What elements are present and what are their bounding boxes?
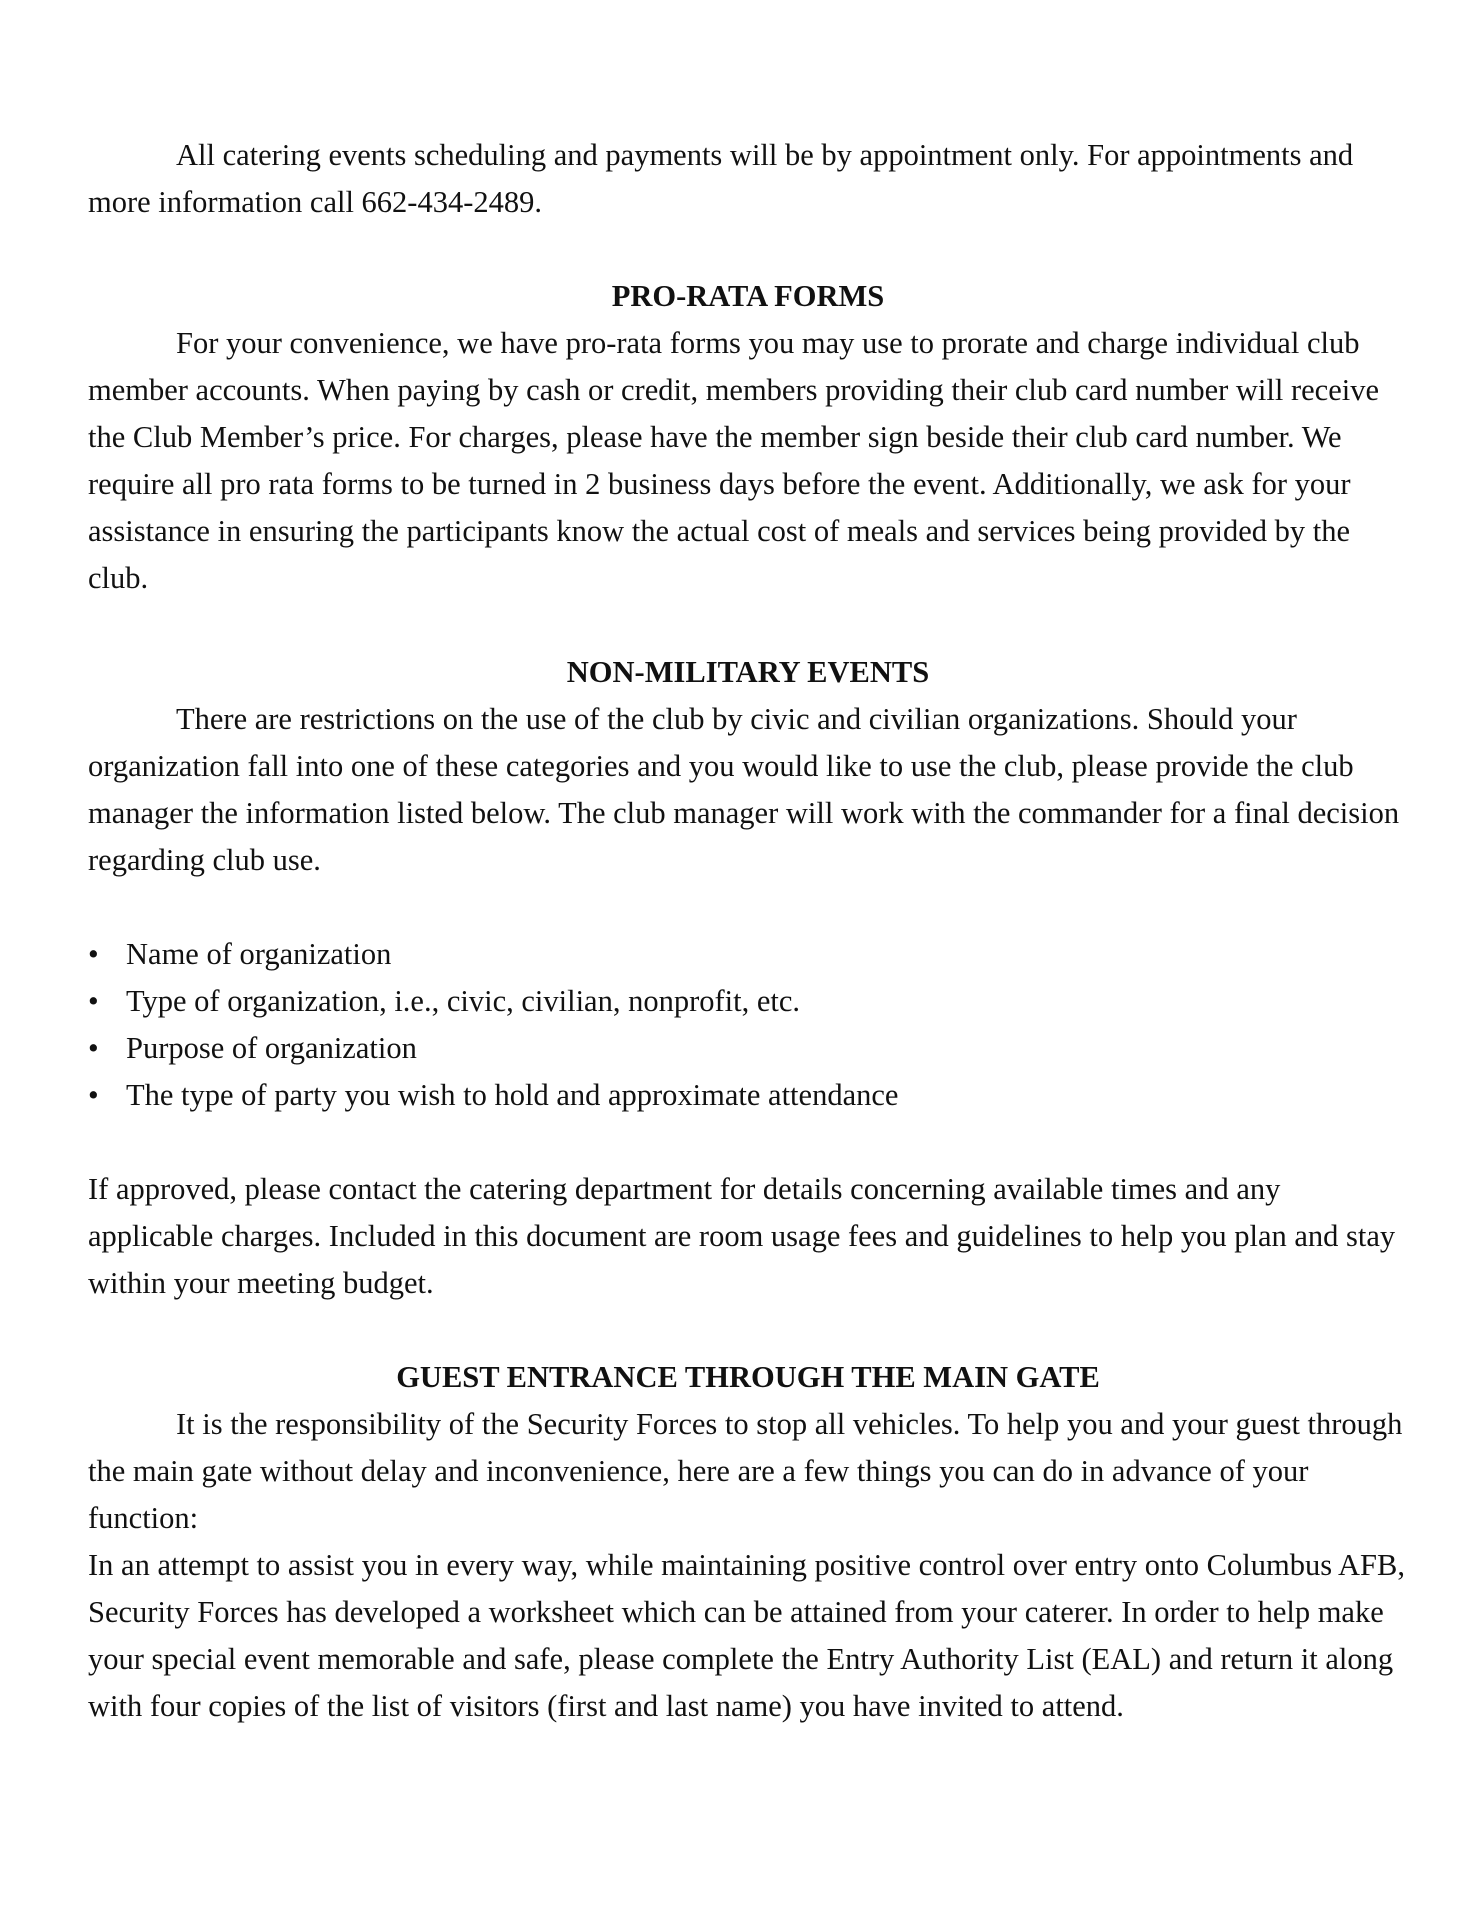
list-item xyxy=(88,931,1408,978)
list-item-text: Type of organization, i.e., civic, civilian, nonprofit, etc. xyxy=(126,984,801,1018)
bullet-icon: • xyxy=(88,937,99,971)
non-military-heading: NON-MILITARY EVENTS xyxy=(566,655,930,689)
guest-entrance-heading: GUEST ENTRANCE THROUGH THE MAIN GATE xyxy=(396,1360,1100,1394)
list-item xyxy=(88,1025,1408,1072)
organization-info-list xyxy=(88,931,1408,1119)
spacer xyxy=(88,1119,1408,1166)
spacer xyxy=(88,602,1408,649)
bullet-icon: • xyxy=(88,984,99,1018)
document-page xyxy=(88,132,1408,1730)
pro-rata-paragraph: For your convenience, we have pro-rata forms you may use to prorate and charge individual club member accounts. When paying by cash or credit, members providing their club card number will receive the Club Member’s price. For charges, please have the member sign beside their club card number. We require all pro rata forms to be turned in 2 business days before the event. Additionally, we ask for your assistance in ensuring the participants know the actual cost of meals and services being provided by the club. xyxy=(88,326,1380,595)
spacer xyxy=(88,884,1408,931)
pro-rata-heading: PRO-RATA FORMS xyxy=(611,279,885,313)
bullet-icon: • xyxy=(88,1078,99,1112)
list-item xyxy=(88,1072,1408,1119)
bullet-icon: • xyxy=(88,1031,99,1065)
list-item xyxy=(88,978,1408,1025)
list-item-text: The type of party you wish to hold and approximate attendance xyxy=(126,1078,899,1112)
guest-entrance-paragraph: It is the responsibility of the Security Forces to stop all vehicles. To help you and your guest through the main gate without delay and inconvenience, here are a few things you can do in advance of your function: xyxy=(88,1407,1403,1535)
spacer xyxy=(88,1307,1408,1354)
approval-paragraph: If approved, please contact the catering department for details concerning available times and any applicable charges. Included in this document are room usage fees and guidelines to help you plan and stay within your meeting budget. xyxy=(88,1172,1396,1300)
spacer xyxy=(88,226,1408,273)
list-item-text: Name of organization xyxy=(126,937,392,971)
list-item-text: Purpose of organization xyxy=(126,1031,417,1065)
non-military-paragraph: There are restrictions on the use of the club by civic and civilian organizations. Should your organization fall into one of these categories and you would like to use the club, please provide the club manager the information listed below. The club manager will work with the commander for a final decision regarding club use. xyxy=(88,702,1400,877)
eal-paragraph: In an attempt to assist you in every way, while maintaining positive control over entry onto Columbus AFB, Security Forces has developed a worksheet which can be attained from your caterer. In order to help make your special event memorable and safe, please complete the Entry Authority List (EAL) and return it along with four copies of the list of visitors (first and last name) you have invited to attend. xyxy=(88,1548,1405,1723)
intro-paragraph: All catering events scheduling and payments will be by appointment only. For appointments and more information call 662-434-2489. xyxy=(88,138,1354,219)
